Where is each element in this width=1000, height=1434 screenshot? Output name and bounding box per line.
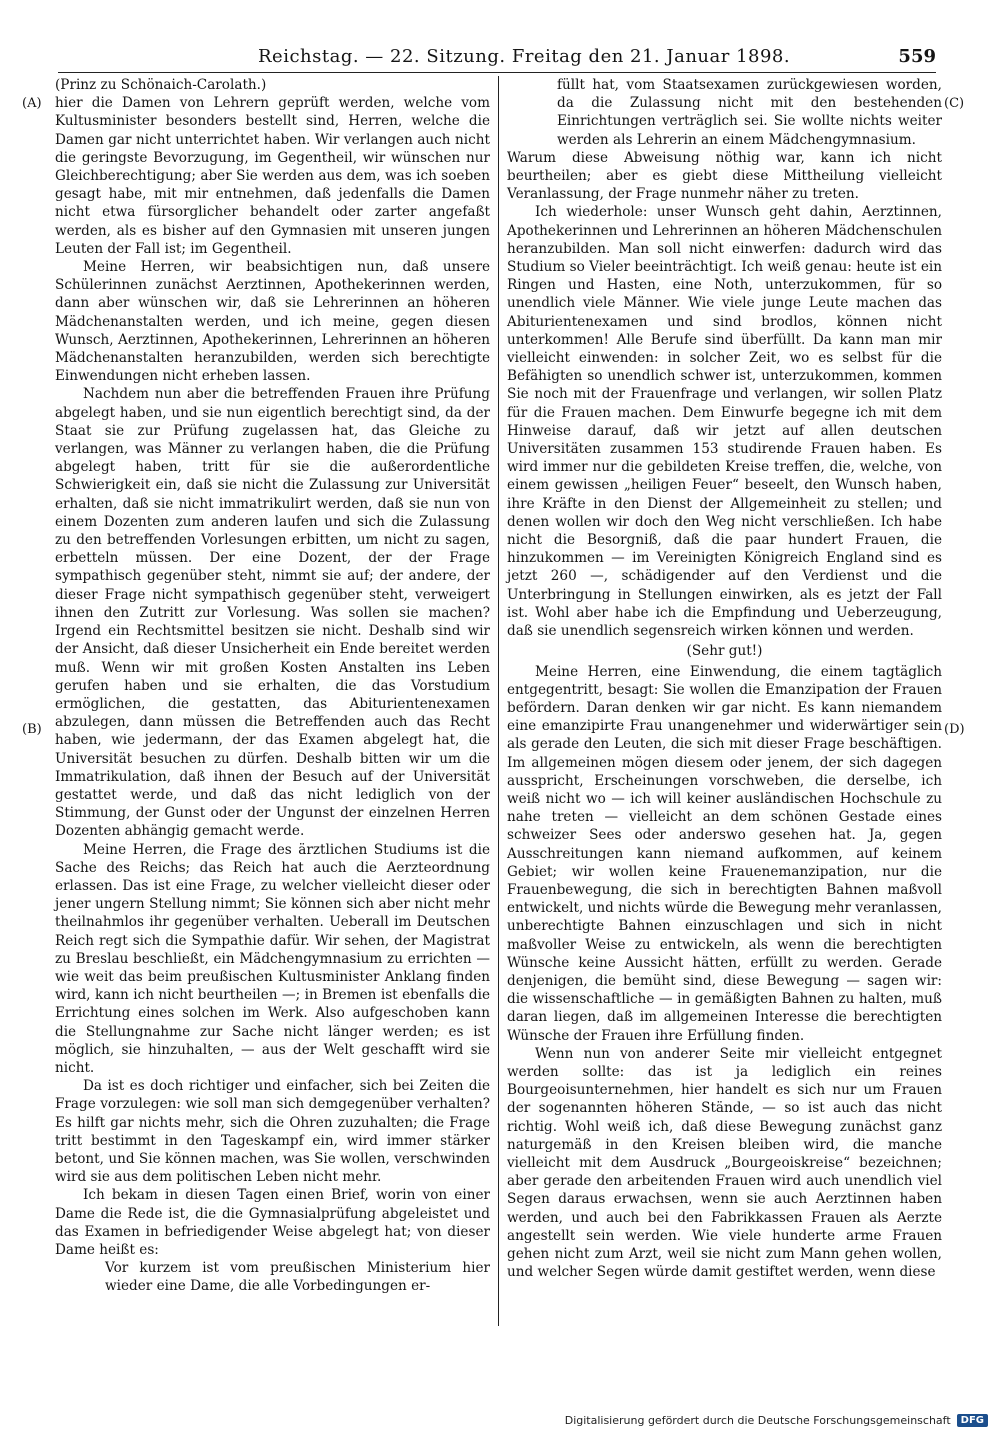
- paragraph: Da ist es doch richtiger und einfacher, sich bei Zeiten die Frage vorzulegen: wie soll man sich demgegenüber verhalten? Es hilft gar nichts mehr, sich die Ohren zuzuhalten; die Frage tritt bestimmt in den Tageskampf ein, wird immer stärker betont, und Sie können machen, was Sie wollen, verschwinden wird sie aus dem politischen Leben nicht mehr.: [55, 1078, 490, 1186]
- left-column: [55, 76, 490, 1296]
- footer-credit: [565, 1414, 988, 1427]
- paragraph: Warum diese Abweisung nöthig war, kann ich nicht beurtheilen; aber es giebt diese Mittheilung vielleicht Veranlassung, der Frage nunmehr näher zu treten.: [507, 149, 942, 203]
- margin-marker-c: (C): [944, 96, 965, 111]
- page-header: [58, 46, 936, 72]
- running-title: Reichstag. — 22. Sitzung. Freitag den 21. Januar 1898.: [258, 46, 791, 67]
- funding-note: Digitalisierung gefördert durch die Deutsche Forschungsgemeinschaft: [564, 1414, 951, 1427]
- dfg-logo: DFG: [957, 1414, 988, 1427]
- paragraph: hier die Damen von Lehrern geprüft werden, welche vom Kultusminister besonders bestellt sind, Herren, welche die Damen gar nicht unterrichtet haben. Wir verlangen auch nicht die geringste Bevorzugung, im Gegentheil, wir wünschen nur Gleichberechtigung; aber Sie werden aus dem, was ich soeben gesagt habe, mit mir entnehmen, daß jedenfalls die Damen nicht etwa fürsorglicher behandelt oder zarter angefaßt werden, als es bisher auf den Gymnasien mit unseren jungen Leuten der Fall ist; im Gegentheil.: [55, 95, 490, 257]
- quoted-letter: Vor kurzem ist vom preußischen Ministerium hier wieder eine Dame, die alle Vorbedingungen er-: [105, 1260, 490, 1295]
- page-number: 559: [898, 46, 936, 67]
- margin-marker-b: (B): [22, 722, 42, 737]
- paragraph: Nachdem nun aber die betreffenden Frauen ihre Prüfung abgelegt haben, und sie nun eigentlich berechtigt sind, da der Staat sie zur Prüfung zugelassen hat, das Gleiche zu verlangen, was Männer zu verlangen haben, die die Prüfung abgelegt haben, tritt für sie die außerordentliche Schwierigkeit ein, daß sie nicht die Zulassung zur Universität erhalten, daß sie nicht immatrikulirt werden, daß sie nun von einem Dozenten zum anderen laufen und sich die Zulassung zu den betreffenden Vorlesungen erbitten, um nicht zu sagen, erbetteln müssen. Der eine Dozent, der der Frage sympathisch gegenüber steht, nimmt sie auf; der andere, der dieser Frage nicht sympathisch gegenüber steht, verweigert ihnen den Zutritt zur Vorlesung. Was sollen sie machen? Irgend ein Rechtsmittel besitzen sie nicht. Deshalb sind wir der Ansicht, daß dieser Unsicherheit ein Ende bereitet werden muß. Wenn wir mit großen Kosten Anstalten ins Leben gerufen haben und sie erhalten, die das Vorstudium ermöglichen, die gestatten, das Abiturientenexamen abzulegen, dann müssen die Betreffenden auch das Recht haben, wie jedermann, der das Examen abgelegt hat, die Universität besuchen zu dürfen. Deshalb bitten wir um die Immatrikulation, daß ihnen der Besuch auf der Universität gestattet werde, und daß das nicht lediglich von der Stimmung, der Gunst oder der Ungunst der einzelnen Herren Dozenten abhängig gemacht werde.: [55, 386, 490, 840]
- paragraph: Wenn nun von anderer Seite mir vielleicht entgegnet werden sollte: das ist ja lediglich ein reines Bourgeoisunternehmen, hier handelt es sich nur um Frauen der sogenannten höheren Stände, — so ist auch das nicht richtig. Wohl weiß ich, daß diese Bewegung zunächst ganz naturgemäß in den Kreisen bleiben wird, die manche vielleicht mit dem Ausdruck „Bourgeoiskreise“ bezeichnen; aber gerade den arbeitenden Frauen wird auch unendlich viel Segen daraus erwachsen, wenn sie auch Aerztinnen haben werden, und auch bei den Fabrikkassen Frauen als Aerzte angestellt sein werden. Wie viele hunderte arme Frauen gehen nicht zum Arzt, weil sie nicht zum Mann gehen wollen, und welcher Segen würde damit gestiftet werden, wenn diese: [507, 1045, 942, 1281]
- column-divider: [498, 76, 499, 1326]
- paragraph: Ich wiederhole: unser Wunsch geht dahin, Aerztinnen, Apothekerinnen und Lehrerinnen an höheren Mädchenschulen heranzubilden. Man soll nicht einwerfen: dadurch wird das Studium so Vieler beeinträchtigt. Ich weiß genau: heute ist ein Ringen und Hasten, eine Noth, unterzukommen, für so unendlich viele Männer. Wie viele junge Leute machen das Abiturientenexamen und sind brodlos, können nicht unterkommen! Alle Berufe sind überfüllt. Da kann man mir vielleicht einwenden: in solcher Zeit, wo es selbst für die Befähigten so unendlich schwer ist, unterzukommen, kommen Sie noch mit der Frauenfrage und verlangen, wir sollen Platz für die Frauen machen. Dem Einwurfe begegne ich mit dem Hinweise darauf, daß wir jetzt auf allen deutschen Universitäten zusammen 153 studirende Frauen haben. Es wird immer nur die gebildeten Kreise treffen, die, welche, von einem gewissen „heiligen Feuer“ beseelt, den Wunsch haben, ihre Kräfte in den Dienst der Allgemeinheit zu stellen; und denen wollen wir doch den Weg nicht verschließen. Ich habe nicht die Besorgniß, daß die paar hundert Frauen, die hinzukommen — im Vereinigten Königreich England sind es jetzt 260 —, schädigender auf den Verdienst und die Unterbringung in Stellungen einwirken, als es jetzt der Fall ist. Wohl aber habe ich die Empfindung und Ueberzeugung, daß sie unendlich segensreich wirken können und werden.: [507, 204, 942, 640]
- header-rule: [58, 72, 936, 73]
- paragraph: Meine Herren, wir beabsichtigen nun, daß unsere Schülerinnen zunächst Aerztinnen, Apothekerinnen werden, dann aber wünschen wir, daß sie Lehrerinnen an höheren Mädchenanstalten werden, und ich meine, gegen diesen Wunsch, Aerztinnen, Apothekerinnen, Lehrerinnen an höheren Mädchenanstalten heranzubilden, werden sich berechtigte Einwendungen nicht erheben lassen.: [55, 259, 490, 385]
- right-column: [507, 76, 942, 1281]
- margin-marker-d: (D): [944, 722, 965, 737]
- margin-marker-a: (A): [22, 96, 42, 111]
- interjection: (Sehr gut!): [686, 643, 763, 660]
- paragraph: Meine Herren, die Frage des ärztlichen Studiums ist die Sache des Reichs; das Reich hat auch die Aerzteordnung erlassen. Das ist eine Frage, zu welcher vielleicht dieser oder jener ungern Stellung nimmt; Sie können sich aber nicht mehr theilnahmlos ihr gegenüber verhalten. Ueberall im Deutschen Reich regt sich die Sympathie dafür. Wir sehen, der Magistrat zu Breslau beschließt, ein Mädchengymnasium zu errichten — wie weit das beim preußischen Kultusminister Anklang finden wird, kann ich nicht beurtheilen —; in Bremen ist ebenfalls die Errichtung eines solchen im Werk. Also aufgeschoben kann die Stellungnahme zur Sache nicht länger werden; es ist möglich, sie hinzuhalten, — aus der Welt geschafft wird sie nicht.: [55, 841, 490, 1076]
- paragraph: Meine Herren, eine Einwendung, die einem tagtäglich entgegentritt, besagt: Sie wollen die Emanzipation der Frauen befördern. Daran denken wir gar nicht. Es kann niemandem eine emanzipirte Frau unangenehmer und widerwärtiger sein als gerade den Leuten, die sich mit dieser Frage beschäftigen. Im allgemeinen mögen diesem oder jenem, der sich dagegen ausspricht, Erscheinungen vorschweben, die derselbe, ich weiß nicht wo — ich will keiner ausländischen Hochschule zu nahe treten — vielleicht an dem schönen Gestade eines schweizer Sees oder anderswo gesehen hat. Ja, gegen Ausschreitungen kann niemand aufkommen, auf keinem Gebiet; wir wollen keine Frauenemanzipation, nur die Frauenbewegung, die sich in berechtigten Bahnen maßvoll entwickelt, und nichts würde die Bewegung mehr veranlassen, unberechtigte Bahnen einzuschlagen und sich in nicht maßvoller Weise zu entwickeln, als wenn die berechtigten Wünsche keine Aussicht hätten, erfüllt zu werden. Gerade denjenigen, die bemüht sind, diese Bewegung — sagen wir: die wissenschaftliche — in gemäßigten Bahnen zu halten, muß daran liegen, daß im allgemeinen Interesse die berechtigten Wünsche der Frauen ihre Erfüllung finden.: [507, 663, 942, 1044]
- paragraph: Ich bekam in diesen Tagen einen Brief, worin von einer Dame die Rede ist, die die Gymnasialprüfung abgeleistet und das Examen in befriedigender Weise abgelegt hat; von dieser Dame heißt es:: [55, 1187, 490, 1258]
- quoted-letter-continued: füllt hat, vom Staatsexamen zurückgewiesen worden, da die Zulassung nicht mit den bestehenden Einrichtungen verträglich sei. Sie wollte nichts weiter werden als Lehrerin an einem Mädchengymnasium.: [557, 77, 942, 148]
- speaker-name: (Prinz zu Schönaich-Carolath.): [55, 77, 267, 93]
